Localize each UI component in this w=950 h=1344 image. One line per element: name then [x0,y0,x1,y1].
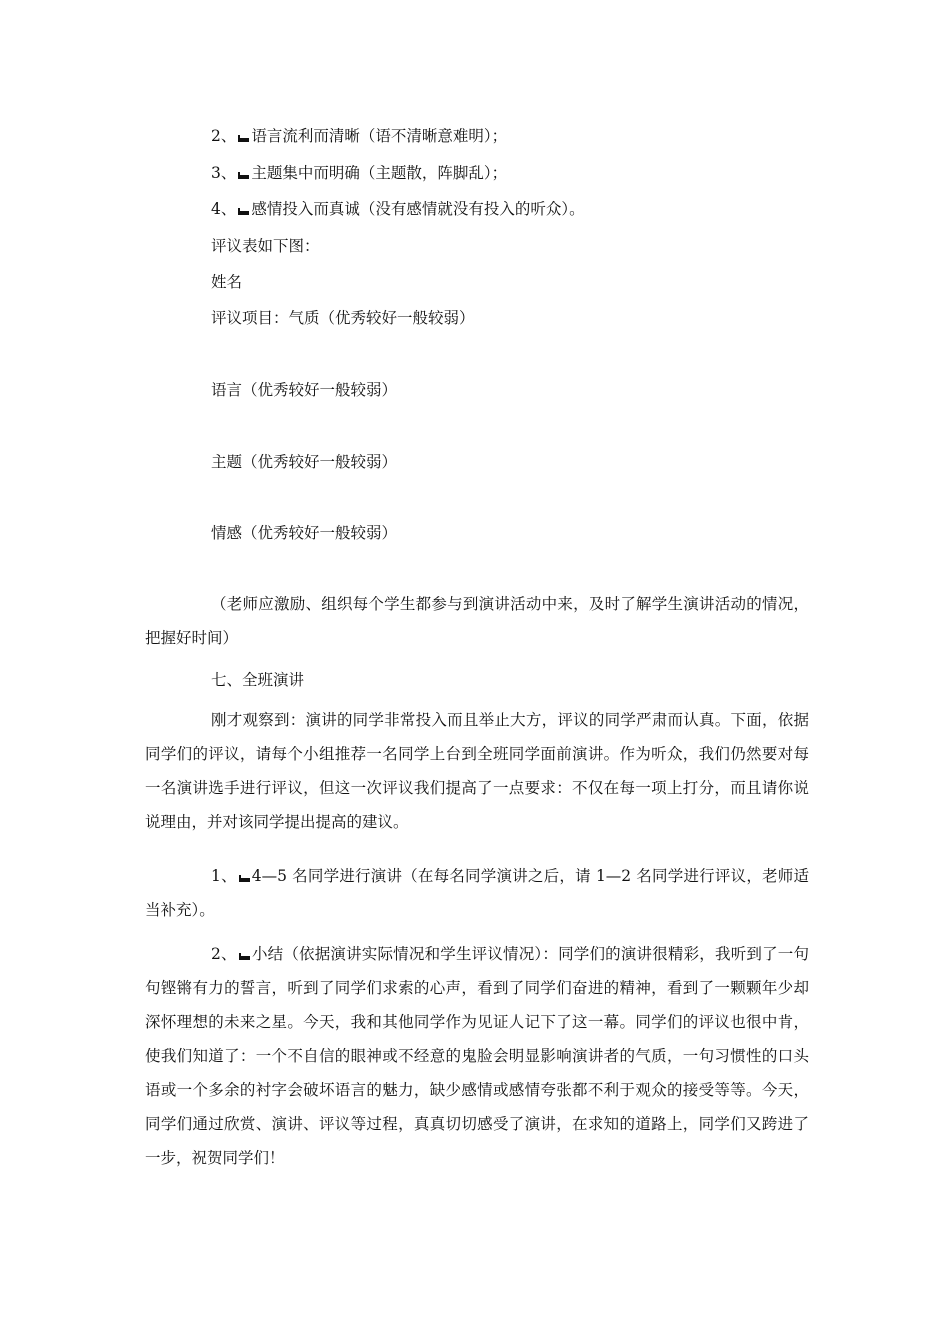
paragraph-observation: 刚才观察到：演讲的同学非常投入而且举止大方，评议的同学严肃而认真。下面，依据同学们的评议，请每个小组推荐一名同学上台到全班同学面前演讲。作为听众，我们仍然要对每一名演讲选手进行评议，但这一次评议我们提高了一点要求：不仅在每一项上打分，而且请你说说理由，并对该同学提出提高的建议。 [145,711,809,831]
criterion-number: 3、 [211,164,237,182]
teacher-note: （老师应激励、组织每个学生都参与到演讲活动中来，及时了解学生演讲活动的情况，把握好时间） [145,595,809,647]
form-intro: 评议表如下图： [211,237,320,255]
placeholder-mark-icon [238,873,251,883]
step-text: 4—5 名同学进行演讲（在每名同学演讲之后，请 1—2 名同学进行评议，老师适当补充）。 [145,867,809,919]
form-item-emotion: 情感（优秀较好一般较弱） [211,524,398,542]
placeholder-mark-icon [237,133,250,143]
step-number: 1、 [211,867,237,885]
step-2-summary [145,937,809,1175]
criterion-3 [211,163,507,183]
section-title: 七、全班演讲 [211,671,305,689]
placeholder-mark-icon [237,170,250,180]
criterion-text: 感情投入而真诚（没有感情就没有投入的听众）。 [251,200,585,218]
criterion-4 [211,199,585,219]
form-item-theme: 主题（优秀较好一般较弱） [211,453,398,471]
form-name-label: 姓名 [211,273,243,291]
step-text: 小结（依据演讲实际情况和学生评议情况）：同学们的演讲很精彩，我听到了一句句铿锵有力的誓言，听到了同学们求索的心声，看到了同学们奋进的精神，看到了一颗颗年少却深怀理想的未来之星。今天，我和其他同学作为见证人记下了这一幕。同学们的评议也很中肯，使我们知道了：一个不自信的眼神或不经意的鬼脸会明显影响演讲者的气质，一句习惯性的口头语或一个多余的衬字会破坏语言的魅力，缺少感情或感情夸张都不利于观众的接受等等。今天，同学们通过欣赏、演讲、评议等过程，真真切切感受了演讲，在求知的道路上，同学们又跨进了一步，祝贺同学们！ [145,945,809,1167]
criterion-2 [211,126,507,146]
form-item-temperament: 评议项目：气质（优秀较好一般较弱） [211,309,475,327]
step-number: 2、 [211,945,237,963]
step-1 [145,859,809,927]
placeholder-mark-icon [238,951,251,961]
placeholder-mark-icon [237,206,250,216]
criterion-text: 语言流利而清晰（语不清晰意难明）； [251,127,508,145]
criterion-number: 4、 [211,200,237,218]
criterion-number: 2、 [211,127,237,145]
form-item-language: 语言（优秀较好一般较弱） [211,381,398,399]
criterion-text: 主题集中而明确（主题散，阵脚乱）； [251,164,508,182]
